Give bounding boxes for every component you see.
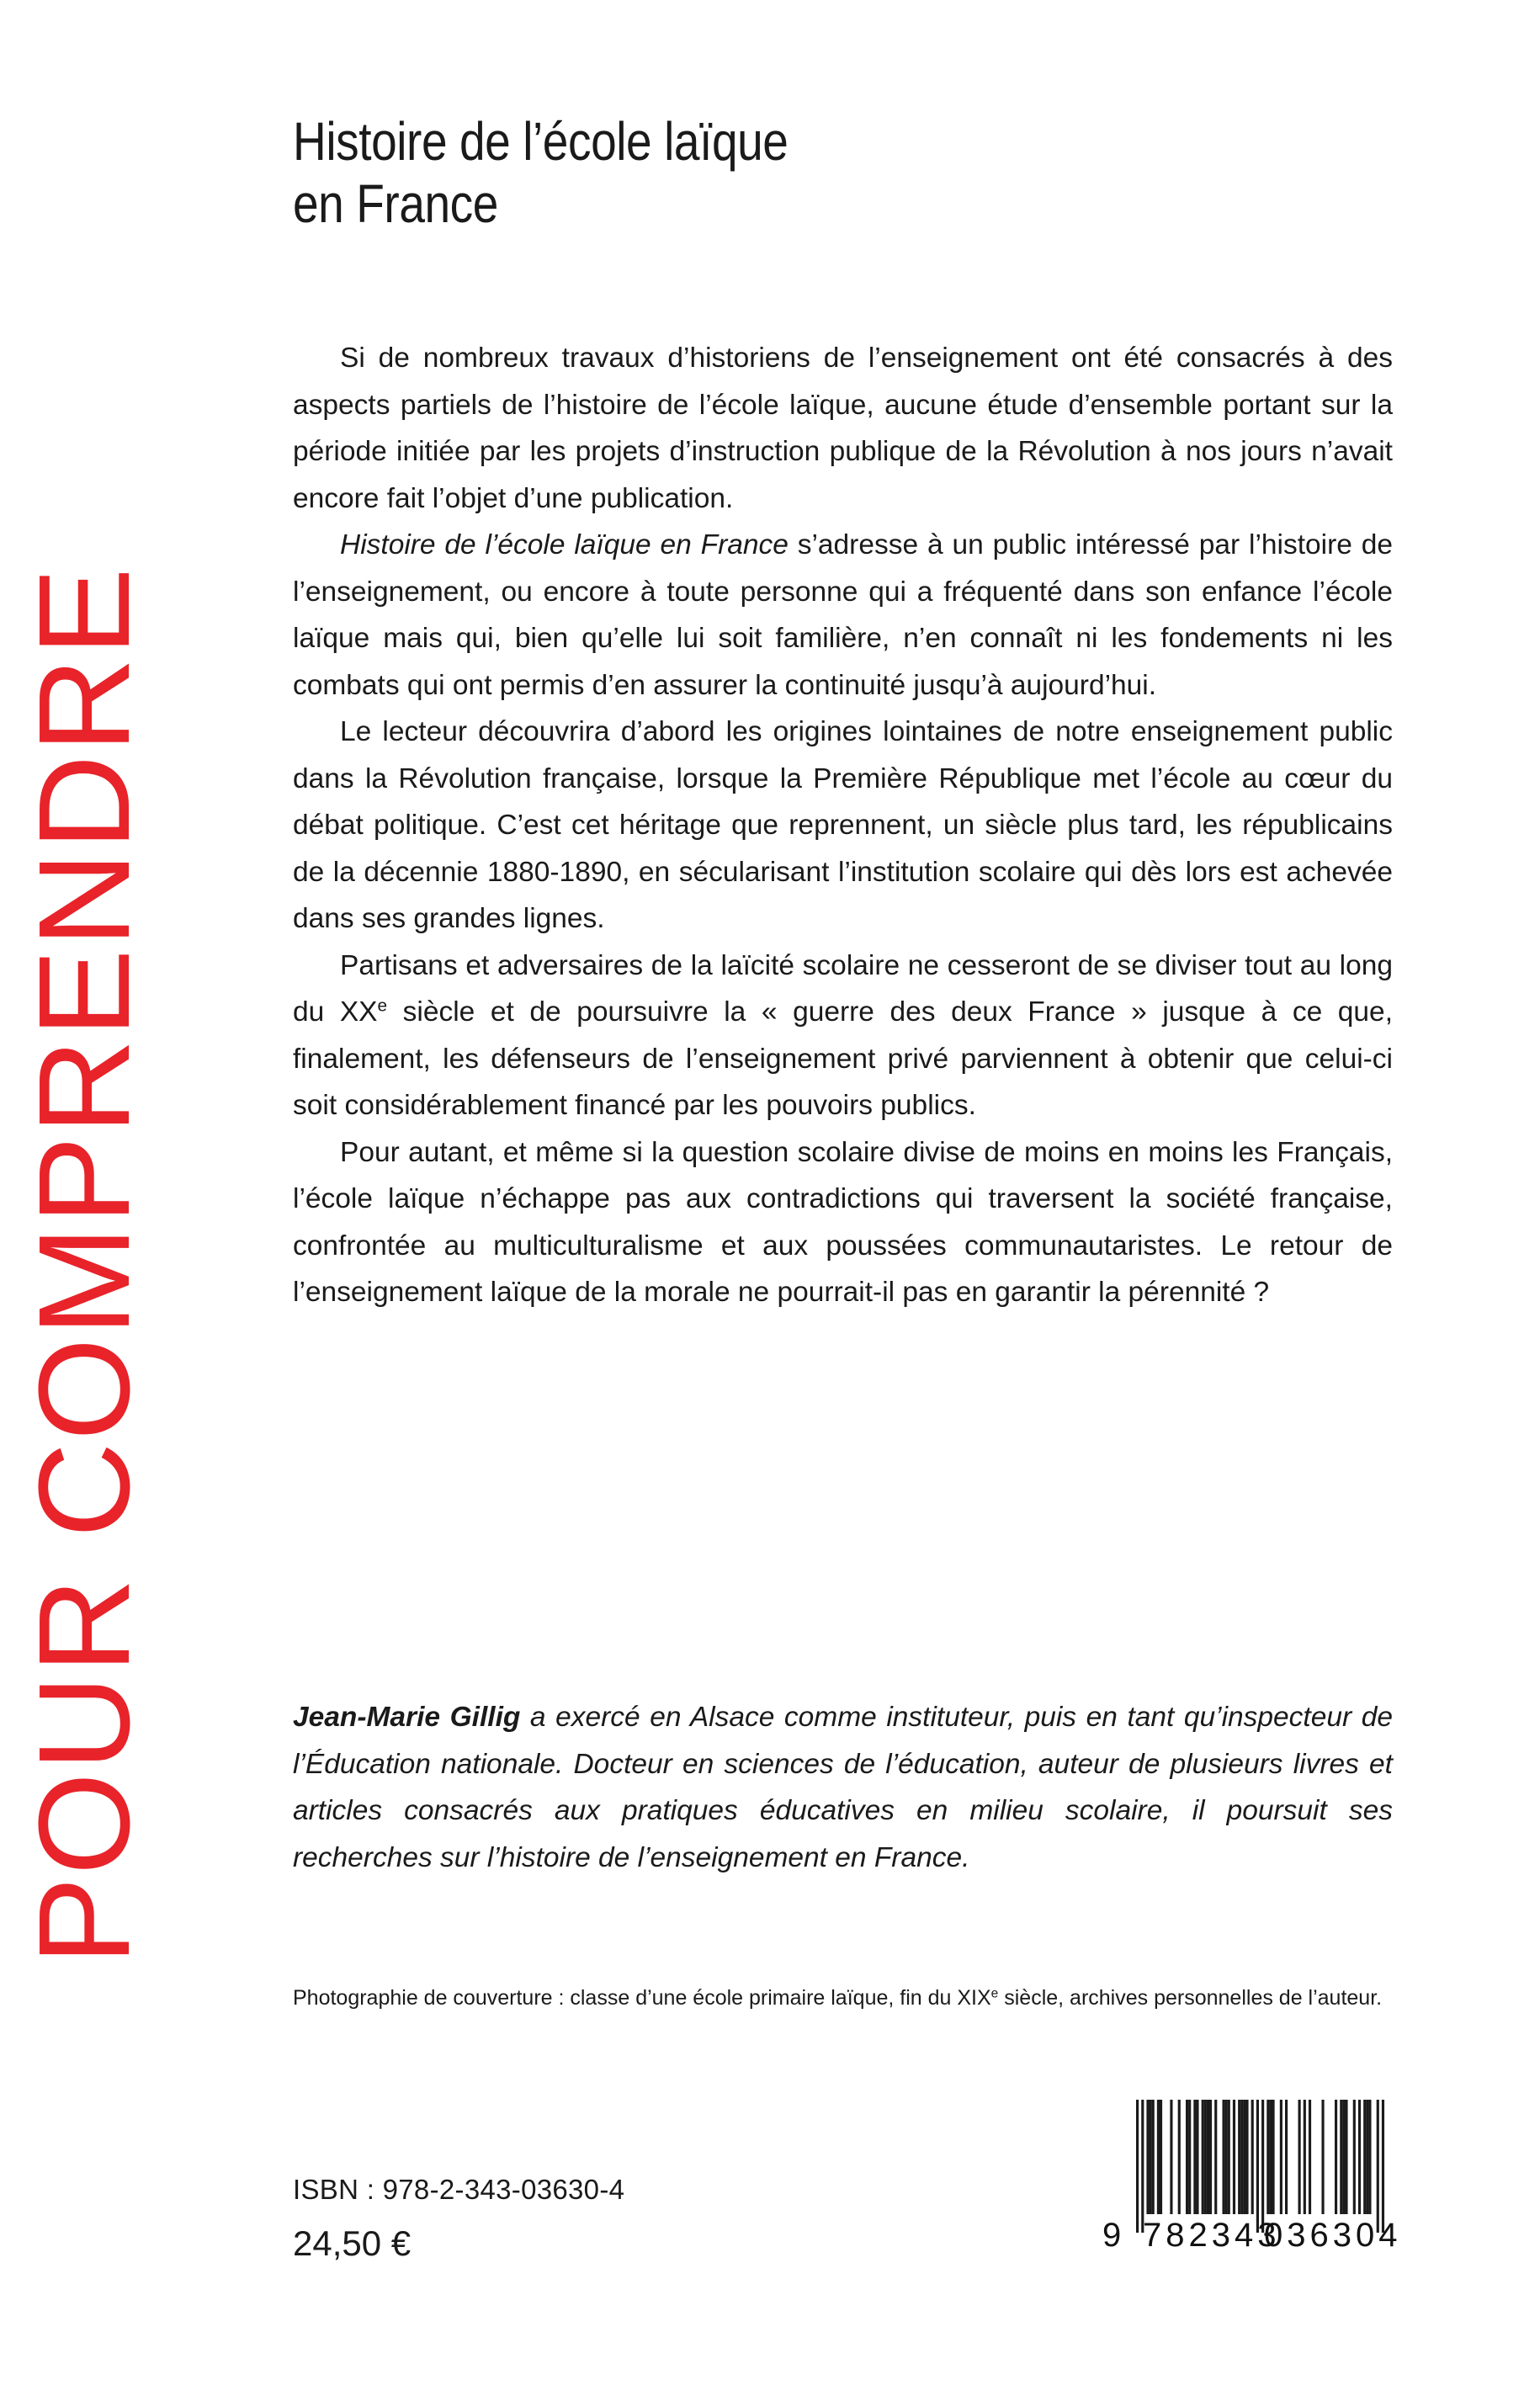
author-bio-paragraph [293,1694,1393,1881]
series-strip [0,0,168,2385]
book-title-line-2: en France [293,173,498,235]
book-title-line-1: Histoire de l’école laïque [293,110,789,172]
blurb-p3-text: Le lecteur découvrira d’abord les origines lointaines de notre enseignement public dans la Révolution française, lorsque la Première République met l’école au cœur du débat politique. C’est cet héritage que reprennent, un siècle plus tard, les républicains de la décennie 1880-1890, en sécularisant l’institution scolaire qui dès lors est achevée dans ses grandes lignes. [293,716,1393,934]
blurb-p2-text: s’adresse à un public intéressé par l’histoire de l’enseignement, ou encore à toute personne qui a fréquenté dans son enfance l’école laïque mais qui, bien qu’elle lui soit familière, n’en connaît ni les fondements ni les combats qui ont permis d’en assurer la continuité jusqu’à aujourd’hui. [293,529,1394,701]
series-title-label: POUR COMPRENDRE [12,566,157,1966]
blurb-p4-text-b: siècle et de poursuivre la « guerre des deux France » jusque à ce que, finalement, les défenseurs de l’enseignement privé parviennent à obtenir que celui-ci soit considérablement financé par les pouvoirs publics. [293,996,1393,1121]
blurb-p4-superscript: e [377,996,388,1016]
page-title [293,110,1219,235]
barcode-digits-left: 782343 [1143,2217,1281,2254]
price-label: 24,50 € [293,2223,412,2263]
blurb-paragraph-2 [293,522,1393,709]
barcode [1102,2100,1402,2255]
author-name: Jean-Marie Gillig [293,1702,521,1733]
photo-credit-text-b: siècle, archives personnelles de l’auteur. [998,1986,1383,2010]
photo-credit [293,1983,1393,2014]
author-bio-text: a exercé en Alsace comme instituteur, puis en tant qu’inspecteur de l’Éducation nationale. Docteur en sciences de l’éducation, auteur de plusieurs livres et articles consacrés aux pratiques éducatives en milieu scolaire, il poursuit ses recherches sur l’histoire de l’enseignement en France. [293,1702,1393,1873]
blurb-p2-book-title: Histoire de l’école laïque en France [340,529,789,560]
blurb-paragraph-3 [293,709,1393,943]
blurb-p5-text: Pour autant, et même si la question scolaire divise de moins en moins les Français, l’école laïque n’échappe pas aux contradictions qui traversent la société française, confrontée au multiculturalisme et aux poussées communautaristes. Le retour de l’enseignement laïque de la morale ne pourrait-il pas en garantir la pérennité ? [293,1136,1393,1308]
back-cover-content [293,0,1402,2385]
series-title-vertical [0,0,168,2385]
barcode-digits-right: 036304 [1264,2217,1402,2254]
photo-credit-text-a: Photographie de couverture : classe d’une école primaire laïque, fin du XIX [293,1986,991,2010]
blurb-text [293,335,1393,1316]
barcode-digit-first: 9 [1102,2217,1123,2254]
blurb-paragraph-4 [293,943,1393,1129]
blurb-paragraph-1 [293,335,1393,522]
blurb-p1-text: Si de nombreux travaux d’historiens de l’enseignement ont été consacrés à des aspects partiels de l’histoire de l’école laïque, aucune étude d’ensemble portant sur la période initiée par les projets d’instruction publique de la Révolution à nos jours n’avait encore fait l’objet d’une publication. [293,343,1393,514]
isbn-label: ISBN : 978-2-343-03630-4 [293,2174,625,2205]
photo-credit-superscript: e [990,1986,999,2001]
barcode-digits [1102,2214,1402,2254]
author-bio [293,1694,1393,1881]
blurb-paragraph-5 [293,1129,1393,1316]
blurb-p4-text-a: Partisans et adversaires de la laïcité scolaire ne cesseront de se diviser tout au long du XX [293,949,1393,1028]
